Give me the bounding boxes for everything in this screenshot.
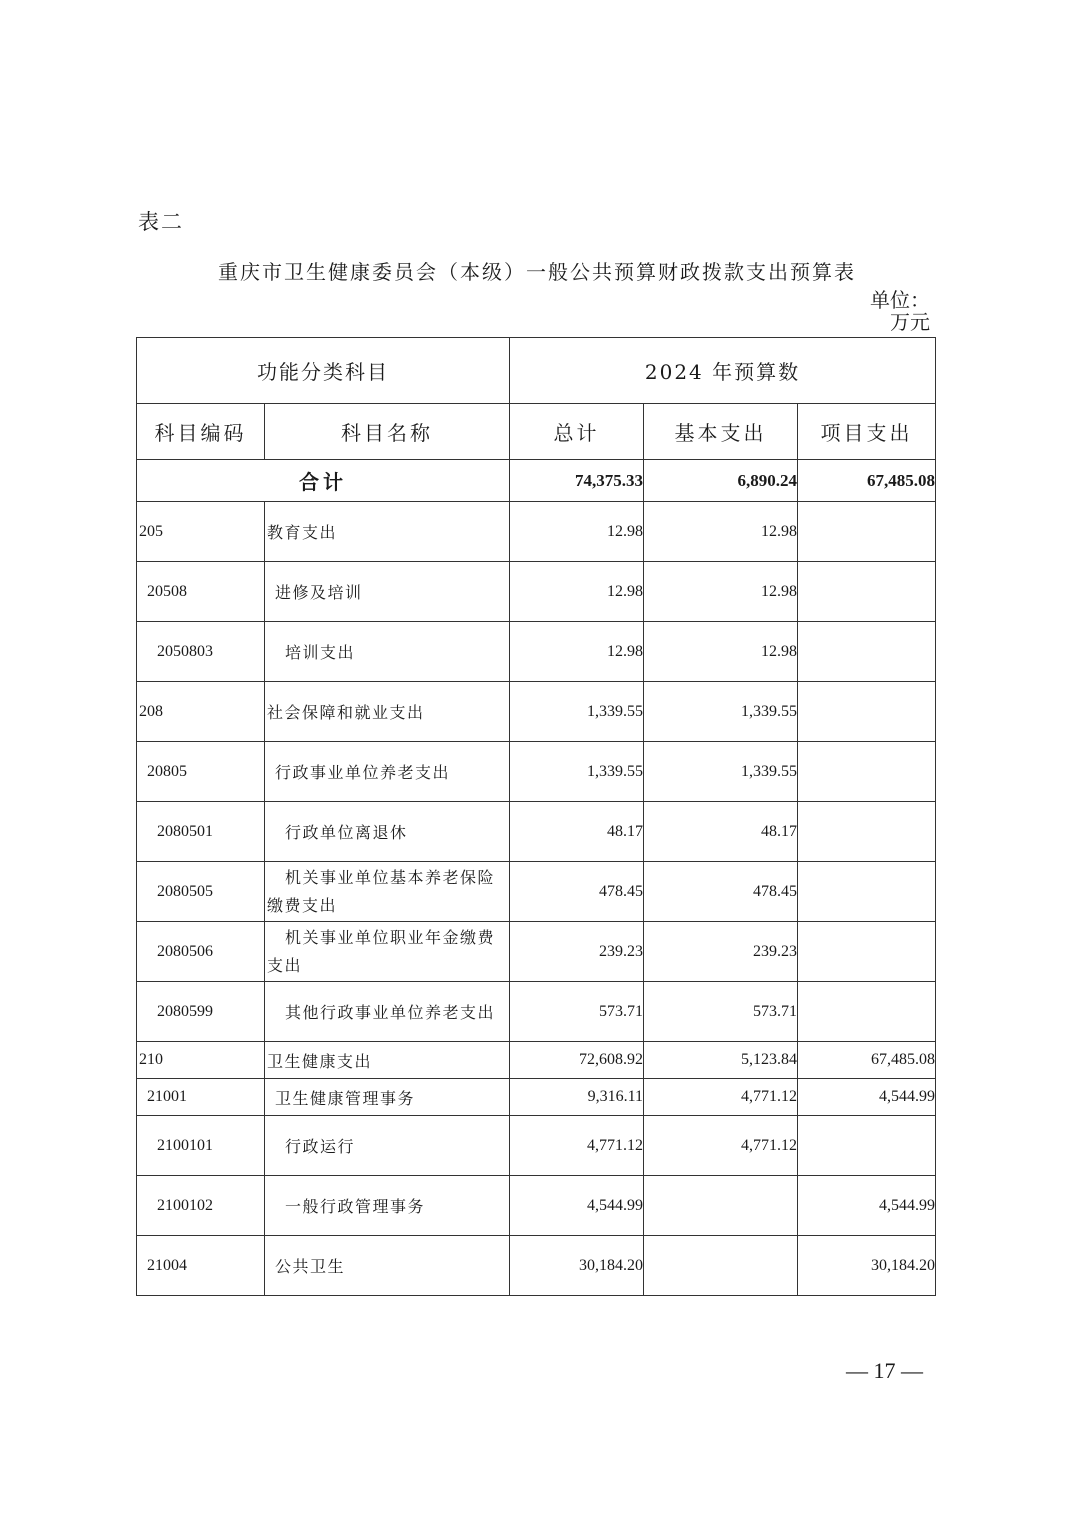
- row-project: [798, 982, 936, 1042]
- header-total: 总计: [510, 404, 644, 460]
- table-label: 表二: [138, 210, 184, 234]
- row-project: 30,184.20: [798, 1236, 936, 1296]
- row-name: 进修及培训: [265, 562, 510, 622]
- header-basic: 基本支出: [644, 404, 798, 460]
- header-functional-classification: 功能分类科目: [137, 338, 510, 404]
- row-name: 机关事业单位职业年金缴费支出: [265, 922, 510, 982]
- table-row: [137, 622, 936, 682]
- table-row-sum: [137, 460, 936, 502]
- row-code: 2080505: [137, 862, 265, 922]
- row-total: 12.98: [510, 562, 644, 622]
- row-project: [798, 622, 936, 682]
- sum-label: 合计: [137, 460, 510, 502]
- row-total: 4,544.99: [510, 1176, 644, 1236]
- row-code: 21004: [137, 1236, 265, 1296]
- row-code: 208: [137, 682, 265, 742]
- row-basic: 12.98: [644, 502, 798, 562]
- table-row: [137, 1042, 936, 1079]
- row-total: 4,771.12: [510, 1116, 644, 1176]
- table-row: [137, 982, 936, 1042]
- header-name: 科目名称: [265, 404, 510, 460]
- table-row: [137, 682, 936, 742]
- row-code: 21001: [137, 1079, 265, 1116]
- document-title: 重庆市卫生健康委员会（本级）一般公共预算财政拨款支出预算表: [218, 260, 856, 284]
- row-code: 2100101: [137, 1116, 265, 1176]
- row-code: 2080599: [137, 982, 265, 1042]
- row-project: [798, 862, 936, 922]
- header-project: 项目支出: [798, 404, 936, 460]
- sum-total: 74,375.33: [510, 460, 644, 502]
- table-row: [137, 1116, 936, 1176]
- row-code: 2100102: [137, 1176, 265, 1236]
- row-basic: [644, 1236, 798, 1296]
- row-name: 教育支出: [265, 502, 510, 562]
- row-name: 培训支出: [265, 622, 510, 682]
- unit-label: 单位：: [870, 288, 930, 312]
- row-name: 行政单位离退休: [265, 802, 510, 862]
- row-name: 卫生健康管理事务: [265, 1079, 510, 1116]
- row-project: [798, 562, 936, 622]
- row-total: 12.98: [510, 622, 644, 682]
- table-row: [137, 562, 936, 622]
- sum-basic: 6,890.24: [644, 460, 798, 502]
- row-project: [798, 1116, 936, 1176]
- row-code: 205: [137, 502, 265, 562]
- row-name: 行政事业单位养老支出: [265, 742, 510, 802]
- header-code: 科目编码: [137, 404, 265, 460]
- header-row-columns: [137, 404, 936, 460]
- table-row: [137, 802, 936, 862]
- table-row: [137, 1176, 936, 1236]
- row-total: 12.98: [510, 502, 644, 562]
- row-basic: 12.98: [644, 562, 798, 622]
- unit-note: [870, 289, 930, 333]
- row-project: [798, 502, 936, 562]
- row-basic: 1,339.55: [644, 682, 798, 742]
- unit-value: 万元: [890, 310, 930, 334]
- header-budget-year: 2024 年预算数: [510, 338, 936, 404]
- row-total: 573.71: [510, 982, 644, 1042]
- row-name: 公共卫生: [265, 1236, 510, 1296]
- row-basic: 239.23: [644, 922, 798, 982]
- row-total: 1,339.55: [510, 742, 644, 802]
- row-basic: 573.71: [644, 982, 798, 1042]
- row-basic: 4,771.12: [644, 1116, 798, 1176]
- row-code: 20508: [137, 562, 265, 622]
- page-number: — 17 —: [846, 1358, 923, 1383]
- row-total: 9,316.11: [510, 1079, 644, 1116]
- row-project: 67,485.08: [798, 1042, 936, 1079]
- row-basic: 5,123.84: [644, 1042, 798, 1079]
- row-basic: 48.17: [644, 802, 798, 862]
- row-project: 4,544.99: [798, 1176, 936, 1236]
- row-basic: 12.98: [644, 622, 798, 682]
- row-project: [798, 742, 936, 802]
- row-name: 卫生健康支出: [265, 1042, 510, 1079]
- row-project: [798, 802, 936, 862]
- header-row-group: [137, 338, 936, 404]
- row-total: 72,608.92: [510, 1042, 644, 1079]
- row-project: [798, 922, 936, 982]
- table-row: [137, 742, 936, 802]
- table-row: [137, 862, 936, 922]
- row-total: 1,339.55: [510, 682, 644, 742]
- row-project: 4,544.99: [798, 1079, 936, 1116]
- row-name: 社会保障和就业支出: [265, 682, 510, 742]
- row-project: [798, 682, 936, 742]
- row-basic: 4,771.12: [644, 1079, 798, 1116]
- row-basic: [644, 1176, 798, 1236]
- row-total: 30,184.20: [510, 1236, 644, 1296]
- row-total: 239.23: [510, 922, 644, 982]
- row-code: 20805: [137, 742, 265, 802]
- table-row: [137, 922, 936, 982]
- table-row: [137, 1079, 936, 1116]
- row-code: 2050803: [137, 622, 265, 682]
- row-basic: 1,339.55: [644, 742, 798, 802]
- sum-project: 67,485.08: [798, 460, 936, 502]
- row-total: 478.45: [510, 862, 644, 922]
- row-name: 行政运行: [265, 1116, 510, 1176]
- row-code: 2080501: [137, 802, 265, 862]
- row-name: 其他行政事业单位养老支出: [265, 982, 510, 1042]
- row-name: 一般行政管理事务: [265, 1176, 510, 1236]
- table-row: [137, 502, 936, 562]
- row-name: 机关事业单位基本养老保险缴费支出: [265, 862, 510, 922]
- row-code: 2080506: [137, 922, 265, 982]
- row-total: 48.17: [510, 802, 644, 862]
- table-row: [137, 1236, 936, 1296]
- budget-table: [136, 337, 936, 1296]
- row-basic: 478.45: [644, 862, 798, 922]
- row-code: 210: [137, 1042, 265, 1079]
